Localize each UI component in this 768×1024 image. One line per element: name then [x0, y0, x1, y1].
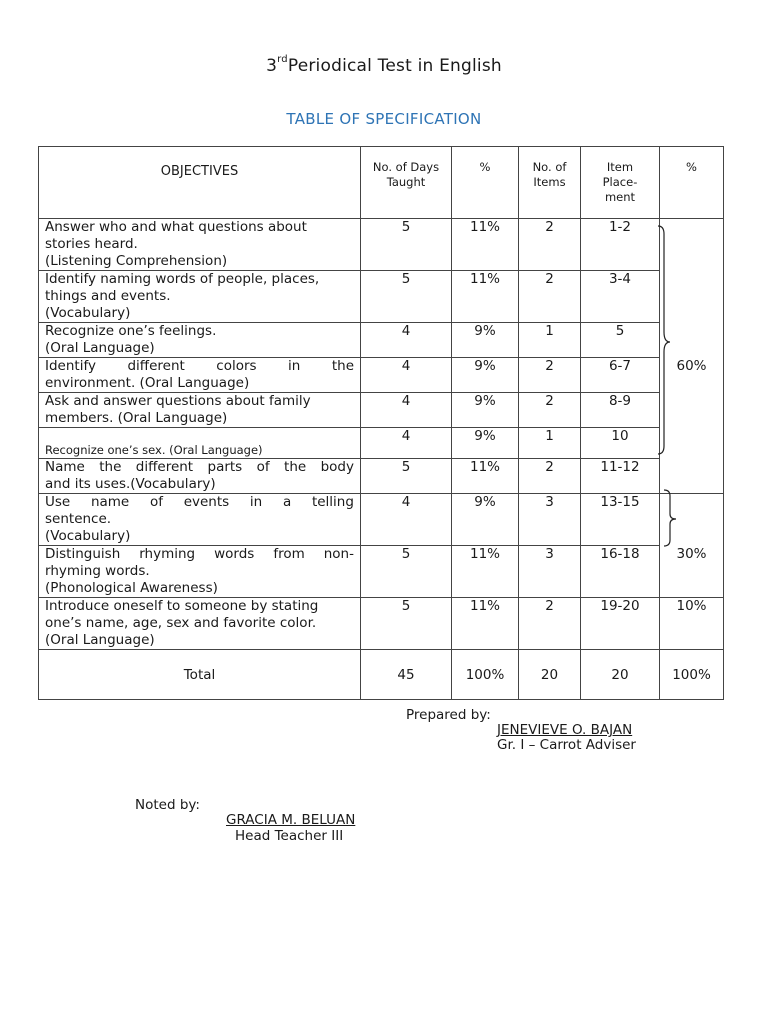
header-days-line1: No. of Days	[372, 160, 440, 174]
total-days: 45	[361, 650, 452, 700]
placement-cell: 8-9	[581, 393, 660, 428]
objective-text: (Listening Comprehension)	[45, 253, 228, 269]
objective-text: Introduce oneself to someone by stating	[45, 598, 319, 614]
days-cell: 4	[361, 323, 452, 358]
items-cell: 3	[519, 546, 581, 598]
objective-cell	[39, 459, 361, 494]
header-row	[39, 147, 724, 219]
word: the	[331, 358, 354, 374]
header-items-line2: Items	[533, 175, 566, 189]
objective-cell	[39, 546, 361, 598]
word: parts	[207, 459, 243, 475]
prepared-by-name	[497, 723, 632, 738]
objective-cell	[39, 393, 361, 428]
placement-cell: 13-15	[581, 494, 660, 546]
percent-cell: 9%	[452, 428, 519, 459]
word: Identify	[45, 358, 96, 374]
specification-table	[38, 146, 724, 700]
header-placement	[581, 147, 660, 219]
word: colors	[216, 358, 257, 374]
objective-text: Recognize one’s sex. (Oral Language)	[45, 443, 263, 457]
signatory-name: JENEVIEVE O. BAJAN	[497, 722, 633, 738]
word: Use	[45, 494, 71, 510]
word: in	[288, 358, 301, 374]
objective-text: (Vocabulary)	[45, 528, 131, 544]
objective-text: sentence.	[45, 511, 112, 527]
placement-cell: 5	[581, 323, 660, 358]
placement-cell: 19-20	[581, 598, 660, 650]
objective-cell	[39, 494, 361, 546]
objective-text: (Phonological Awareness)	[45, 580, 218, 596]
word: name	[90, 494, 130, 510]
items-cell: 2	[519, 271, 581, 323]
objective-text: Recognize one’s feelings.	[45, 323, 217, 339]
items-cell: 2	[519, 459, 581, 494]
group-percent-cell: 10%	[660, 598, 724, 650]
objective-cell	[39, 271, 361, 323]
objective-text-justified	[45, 459, 354, 476]
items-cell: 1	[519, 323, 581, 358]
table-row	[39, 271, 724, 323]
objective-cell	[39, 428, 361, 459]
document-title	[0, 56, 768, 76]
days-cell: 5	[361, 271, 452, 323]
items-cell: 2	[519, 393, 581, 428]
days-cell: 5	[361, 219, 452, 271]
placement-cell: 1-2	[581, 219, 660, 271]
word: the	[99, 459, 122, 475]
objective-text-justified	[45, 494, 354, 511]
objective-text: environment. (Oral Language)	[45, 375, 250, 391]
items-cell: 2	[519, 358, 581, 393]
objective-cell	[39, 358, 361, 393]
objective-cell	[39, 323, 361, 358]
header-items	[519, 147, 581, 219]
days-cell: 4	[361, 393, 452, 428]
word: rhyming	[139, 546, 196, 562]
word: from	[273, 546, 305, 562]
percent-cell: 11%	[452, 546, 519, 598]
table-row	[39, 428, 724, 459]
header-days	[361, 147, 452, 219]
percent-cell: 9%	[452, 358, 519, 393]
objective-text: (Oral Language)	[45, 632, 155, 648]
percent-cell: 9%	[452, 393, 519, 428]
objective-text: Answer who and what questions about	[45, 219, 307, 235]
objective-text: (Vocabulary)	[45, 305, 131, 321]
table-row	[39, 459, 724, 494]
percent-cell: 11%	[452, 219, 519, 271]
table-row	[39, 494, 724, 546]
total-group-percent: 100%	[660, 650, 724, 700]
document-subtitle: TABLE OF SPECIFICATION	[286, 110, 482, 128]
percent-cell: 11%	[452, 598, 519, 650]
objective-cell	[39, 219, 361, 271]
percent-cell: 9%	[452, 323, 519, 358]
total-items: 20	[519, 650, 581, 700]
total-label: Total	[39, 650, 361, 700]
word: non-	[323, 546, 354, 562]
objective-text: Identify naming words of people, places,	[45, 271, 320, 287]
word: different	[127, 358, 185, 374]
total-row	[39, 650, 724, 700]
prepared-by-label: Prepared by:	[406, 707, 491, 723]
word: words	[214, 546, 255, 562]
title-prefix: 3	[266, 56, 278, 76]
word: different	[135, 459, 194, 475]
days-cell: 4	[361, 428, 452, 459]
title-superscript: rd	[277, 54, 288, 66]
header-group-percent: %	[660, 147, 724, 219]
objective-text-justified	[45, 546, 354, 563]
placement-cell: 11-12	[581, 459, 660, 494]
table-row	[39, 546, 724, 598]
header-items-line1: No. of	[532, 160, 567, 174]
table-row	[39, 598, 724, 650]
signatory-name: GRACIA M. BELUAN	[226, 812, 356, 828]
word: Distinguish	[45, 546, 121, 562]
items-cell: 1	[519, 428, 581, 459]
objective-text: members. (Oral Language)	[45, 410, 228, 426]
title-text: Periodical Test in English	[287, 56, 502, 76]
objective-text: (Oral Language)	[45, 340, 155, 356]
header-percent: %	[452, 147, 519, 219]
group-brace-icon	[652, 224, 674, 456]
percent-cell: 11%	[452, 459, 519, 494]
days-cell: 5	[361, 598, 452, 650]
placement-cell: 16-18	[581, 546, 660, 598]
percent-cell: 11%	[452, 271, 519, 323]
group-percent-cell: 30%	[660, 546, 724, 598]
items-cell: 3	[519, 494, 581, 546]
word: the	[284, 459, 307, 475]
items-cell: 2	[519, 598, 581, 650]
header-placement-line2: Place-	[602, 175, 638, 189]
group-brace-icon	[660, 488, 680, 548]
word: of	[149, 494, 163, 510]
word: events	[183, 494, 230, 510]
header-objectives: OBJECTIVES	[39, 147, 361, 219]
word: of	[256, 459, 270, 475]
objective-cell	[39, 598, 361, 650]
items-cell: 2	[519, 219, 581, 271]
table-row	[39, 358, 724, 393]
table-row	[39, 219, 724, 271]
objective-text: stories heard.	[45, 236, 138, 252]
placement-cell: 6-7	[581, 358, 660, 393]
total-percent: 100%	[452, 650, 519, 700]
objective-text: things and events.	[45, 288, 171, 304]
days-cell: 4	[361, 358, 452, 393]
percent-cell: 9%	[452, 494, 519, 546]
noted-by-title: Head Teacher III	[235, 828, 344, 844]
placement-cell: 3-4	[581, 271, 660, 323]
header-days-line2: Taught	[386, 175, 426, 189]
objective-text-justified	[45, 358, 354, 375]
word: Name	[45, 459, 85, 475]
prepared-by-title: Gr. I – Carrot Adviser	[497, 737, 636, 753]
noted-by-label: Noted by:	[135, 797, 200, 813]
word: body	[320, 459, 354, 475]
noted-by-name	[226, 813, 355, 828]
objective-text: rhyming words.	[45, 563, 150, 579]
header-placement-line3: ment	[604, 190, 636, 204]
days-cell: 5	[361, 546, 452, 598]
objective-text: and its uses.(Vocabulary)	[45, 476, 216, 492]
objective-text: Ask and answer questions about family	[45, 393, 311, 409]
days-cell: 4	[361, 494, 452, 546]
days-cell: 5	[361, 459, 452, 494]
header-placement-line1: Item	[606, 160, 634, 174]
word: a	[282, 494, 292, 510]
objective-text: one’s name, age, sex and favorite color.	[45, 615, 317, 631]
group-percent-cell: 60%	[660, 358, 724, 393]
word: in	[249, 494, 263, 510]
table-row	[39, 323, 724, 358]
placement-cell: 10	[581, 428, 660, 459]
word: telling	[311, 494, 354, 510]
total-placement: 20	[581, 650, 660, 700]
table-row	[39, 393, 724, 428]
